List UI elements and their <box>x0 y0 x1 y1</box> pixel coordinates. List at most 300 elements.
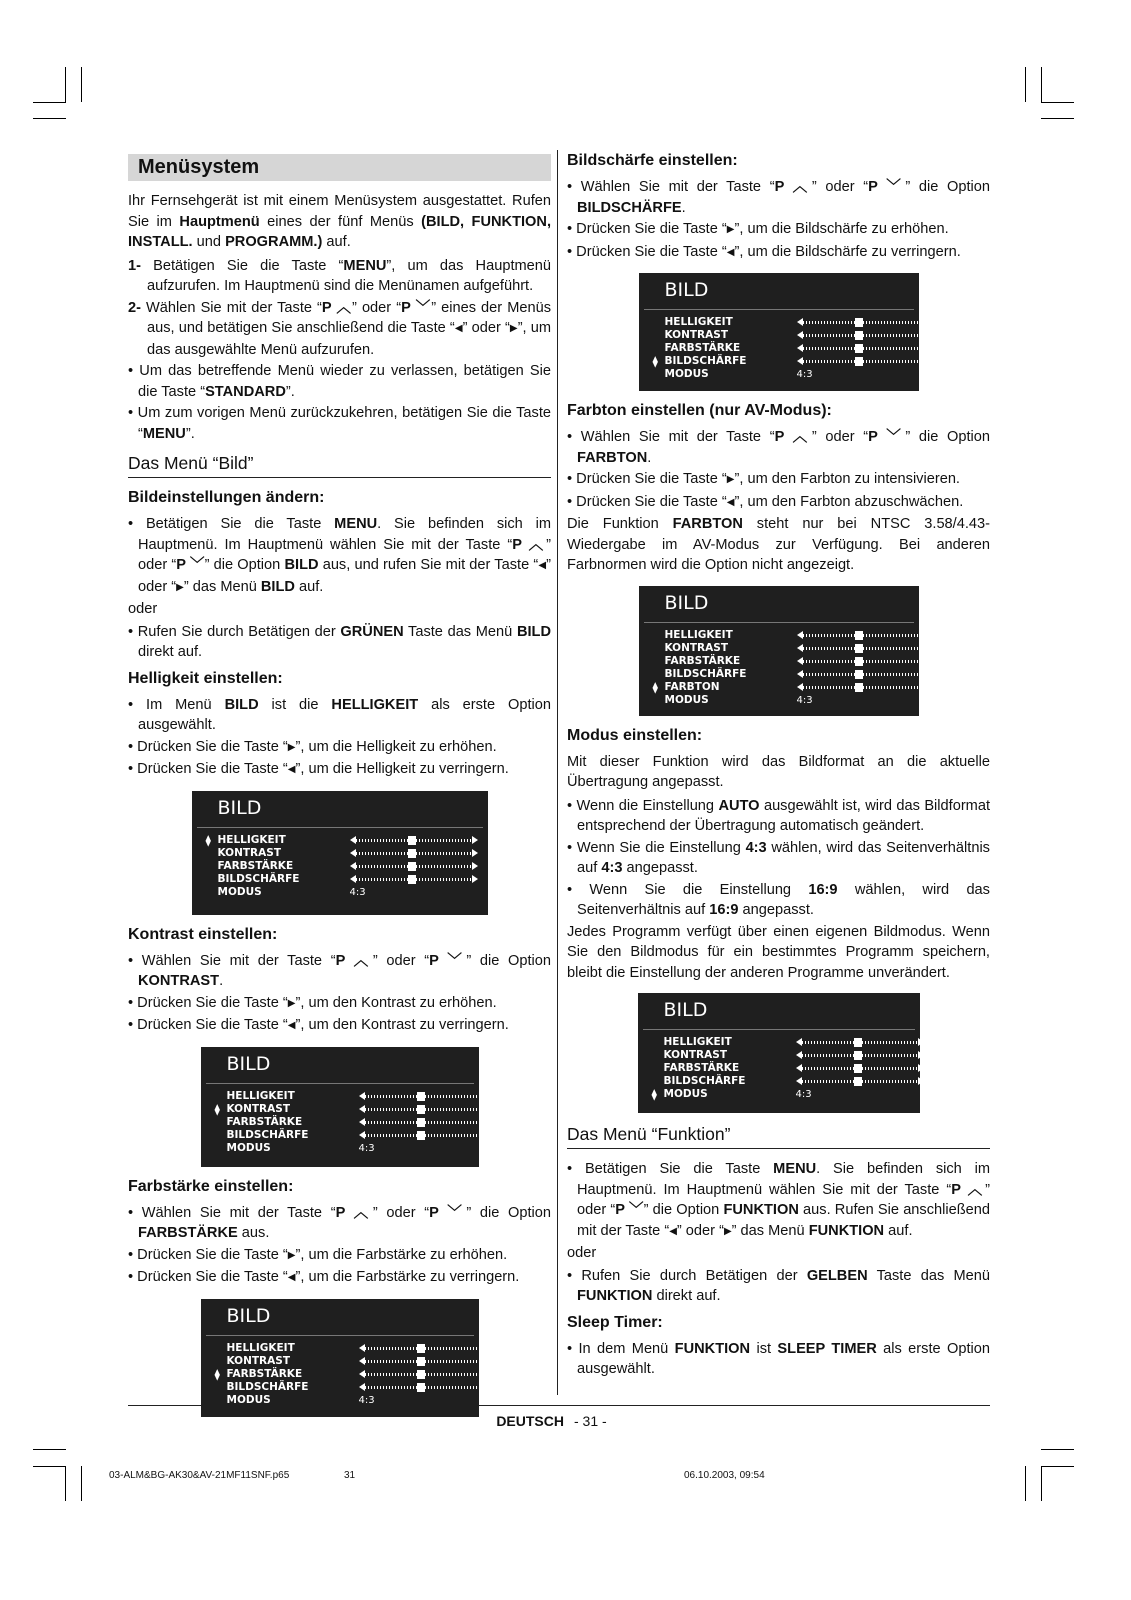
osd-slider <box>359 1120 487 1125</box>
text-run: ” oder “ <box>352 299 402 316</box>
text-run: direkt auf. <box>138 644 203 660</box>
subheading-sleep-timer: Sleep Timer: <box>567 1313 663 1331</box>
osd-item-label: MODUS <box>226 1141 271 1154</box>
osd-slider <box>350 877 478 882</box>
osd-menu-modus <box>638 993 920 1113</box>
text-run: Taste das Menü <box>867 1267 990 1284</box>
osd-row <box>192 834 488 847</box>
slider-knob <box>855 657 863 666</box>
text-run: ” oder “ <box>676 1222 724 1239</box>
bold-term: P ︿ <box>774 179 812 195</box>
text-run: • Drücken Sie die Taste “ <box>128 1017 288 1033</box>
bold-term: 1- <box>128 257 141 274</box>
arrow-key-icon: ◀ <box>669 1225 677 1237</box>
bold-term: P ﹀ <box>429 1204 467 1221</box>
bullet-bildeinst-2 <box>128 622 551 663</box>
bullet-bildeinst-1 <box>128 514 551 598</box>
osd-rows <box>201 1084 479 1155</box>
text-run: • Rufen Sie durch Betätigen der <box>128 623 341 640</box>
slider-right-arrow-icon <box>918 1077 924 1085</box>
crop-mark <box>1041 1466 1074 1467</box>
slider-right-arrow-icon <box>472 849 478 857</box>
slider-knob <box>417 1131 425 1140</box>
bold-term: FARBSTÄRKE <box>138 1225 238 1241</box>
slider-right-arrow-icon <box>481 1105 487 1113</box>
text-run: aus. <box>237 1225 270 1241</box>
bullet-kontrast-1 <box>128 951 551 992</box>
bold-term: P ︿ <box>512 536 547 553</box>
osd-row <box>639 629 919 642</box>
arrow-key-icon: ◀ <box>287 764 296 775</box>
osd-title: BILD <box>664 279 709 301</box>
bold-term: MENU <box>343 257 387 274</box>
bold-term: P ︿ <box>321 299 353 316</box>
bullet-schaerfe-2 <box>567 219 990 241</box>
bold-term: P ﹀ <box>615 1202 644 1218</box>
crop-mark <box>1041 1449 1074 1450</box>
osd-row <box>201 1142 479 1155</box>
osd-item-label: HELLIGKEIT <box>664 316 733 328</box>
farbton-note <box>567 514 990 576</box>
osd-slider <box>797 346 925 351</box>
osd-item-label: BILDSCHÄRFE <box>226 1380 309 1393</box>
text-run: • Wählen Sie mit der Taste “ <box>128 952 336 969</box>
slider-right-arrow-icon <box>472 862 478 870</box>
slider-right-arrow-icon <box>918 1051 924 1059</box>
bold-term: 4:3 <box>601 860 623 876</box>
osd-row <box>639 368 919 381</box>
slider-knob <box>854 1077 862 1086</box>
osd-item-label: HELLIGKEIT <box>226 1089 295 1102</box>
section-heading-funktion: Das Menü “Funktion” <box>567 1123 990 1149</box>
slider-right-arrow-icon <box>918 1038 924 1046</box>
bold-term: 16:9 <box>808 881 838 898</box>
arrow-key-icon: ◀ <box>726 496 735 508</box>
slider-knob <box>417 1383 425 1392</box>
slider-right-arrow-icon <box>919 657 925 665</box>
text-run: ”. <box>185 425 195 442</box>
text-run: • Wählen Sie mit der Taste “ <box>567 429 775 445</box>
arrow-key-icon: ▶ <box>176 581 184 593</box>
osd-item-label: FARBSTÄRKE <box>226 1367 303 1380</box>
text-run: Ihr Fernsehgerät ist mit einem Menüsystem ausgestattet. Rufen Sie im <box>128 193 551 230</box>
arrow-key-icon: ◀ <box>287 1272 296 1283</box>
osd-modus-value: 4:3 <box>796 369 813 380</box>
slider-right-arrow-icon <box>481 1344 487 1352</box>
crop-mark <box>1025 1466 1026 1501</box>
text-run: ” das Menü <box>731 1222 809 1239</box>
osd-item-label: KONTRAST <box>664 641 728 654</box>
slider-right-arrow-icon <box>919 683 925 691</box>
osd-item-label: FARBSTÄRKE <box>663 1062 740 1074</box>
text-run: wählen, wird das Seitenverhältnis auf <box>577 839 990 876</box>
text-run: ” die Option <box>204 557 285 573</box>
crop-mark <box>1041 1466 1042 1501</box>
osd-slider <box>350 864 478 869</box>
bullet-hell-2 <box>128 737 551 759</box>
bold-term: P ﹀ <box>868 429 906 445</box>
selection-cursor-icon: ⧫ <box>205 833 211 847</box>
bullet-kontrast-3 <box>128 1015 551 1037</box>
text-run: ” oder “ <box>138 536 551 573</box>
osd-slider <box>796 1040 924 1045</box>
oder-text: oder <box>128 601 158 617</box>
osd-modus-value: 4:3 <box>358 1394 375 1406</box>
text-run: ” oder “ <box>372 952 430 969</box>
text-run: • Drücken Sie die Taste “ <box>128 738 288 755</box>
text-run: • Im Menü <box>128 696 225 713</box>
text-run: direkt auf. <box>652 1288 721 1304</box>
bullet-farbst-2 <box>128 1245 551 1267</box>
crop-mark <box>81 1466 82 1501</box>
text-run: ”, um das Hauptmenü aufzurufen. Im Hauptmenü sind die Menünamen aufgeführt. <box>147 257 551 294</box>
osd-row <box>201 1368 479 1381</box>
text-run: ”, um den Farbton zu intensivieren. <box>734 471 960 487</box>
osd-slider <box>359 1372 487 1377</box>
osd-rows <box>201 1336 479 1407</box>
bold-term: GELBEN <box>806 1267 868 1284</box>
osd-item-label: MODUS <box>663 1088 708 1100</box>
bold-term: P ﹀ <box>429 952 467 969</box>
slider-knob <box>417 1092 425 1101</box>
crop-mark <box>1041 67 1042 102</box>
osd-item-label: FARBSTÄRKE <box>217 859 294 872</box>
text-run: ”, um die Helligkeit zu verringern. <box>295 761 509 777</box>
osd-item-label: HELLIGKEIT <box>217 833 286 846</box>
osd-item-label: MODUS <box>664 693 709 706</box>
slider-right-arrow-icon <box>481 1383 487 1391</box>
oder-text: oder <box>567 1245 597 1261</box>
bold-term: HELLIGKEIT <box>331 696 419 713</box>
text-run: Die Funktion <box>567 516 673 532</box>
osd-title: BILD <box>217 796 262 819</box>
bold-term: BILD <box>516 623 551 640</box>
osd-item-label: KONTRAST <box>226 1102 290 1115</box>
slider-right-arrow-icon <box>919 670 925 678</box>
page-footer <box>0 1411 1103 1432</box>
slider-knob <box>855 683 863 692</box>
text-run: • Um das betreffende Menü wieder zu verlassen, betätigen Sie die Taste “ <box>128 363 551 400</box>
bold-term: AUTO <box>718 797 760 814</box>
bold-term: FARBTON <box>577 449 648 466</box>
osd-slider <box>797 659 925 664</box>
osd-row <box>638 1049 920 1062</box>
bold-term: MENU <box>142 425 186 442</box>
subheading-farbstaerke: Farbstärke einstellen: <box>128 1177 294 1195</box>
osd-slider <box>359 1107 487 1112</box>
slider-right-arrow-icon <box>918 1064 924 1072</box>
osd-item-label: KONTRAST <box>226 1354 290 1367</box>
osd-row <box>201 1342 479 1355</box>
text-run: ” oder “ <box>138 557 552 595</box>
crop-mark <box>1041 118 1074 119</box>
bullet-modus-3 <box>567 880 990 921</box>
text-run: Taste das Menü <box>403 623 517 640</box>
slider-right-arrow-icon <box>919 331 925 339</box>
arrow-key-icon: ▶ <box>726 224 735 235</box>
slider-right-arrow-icon <box>919 631 925 639</box>
slug-filename: 03-ALM&BG-AK30&AV-21MF11SNF.p65 <box>109 1470 290 1481</box>
text-run: ”, um die Bildschärfe zu verringern. <box>734 243 961 260</box>
arrow-key-icon: ◀ <box>726 246 735 258</box>
arrow-key-icon: ▶ <box>287 741 296 753</box>
slider-knob <box>408 875 416 884</box>
slider-right-arrow-icon <box>919 318 925 326</box>
bullet-funktion-2 <box>567 1266 990 1307</box>
osd-slider <box>797 633 925 638</box>
crop-mark <box>81 67 82 102</box>
osd-slider <box>359 1346 487 1351</box>
osd-slider <box>796 1053 924 1058</box>
osd-row <box>639 355 919 368</box>
subheading-bildschaerfe: Bildschärfe einstellen: <box>567 152 738 169</box>
bullet-hell-3 <box>128 759 551 781</box>
slider-right-arrow-icon <box>919 357 925 365</box>
text-run: ”, um den Kontrast zu verringern. <box>295 1017 509 1033</box>
text-run: aus. Rufen Sie anschließend mit der Taste “ <box>577 1202 990 1239</box>
crop-mark <box>33 102 66 103</box>
text-run: ” das Menü <box>183 578 261 595</box>
bold-term: FUNKTION <box>577 1288 653 1304</box>
text-run: . Sie befinden sich im Hauptmenü. Im Hauptmenü wählen Sie mit der Taste “ <box>138 516 552 553</box>
footer-language: DEUTSCH <box>496 1413 564 1429</box>
slider-knob <box>408 862 416 871</box>
osd-item-label: FARBSTÄRKE <box>664 654 741 667</box>
osd-row <box>639 681 919 694</box>
text-run: . <box>219 973 224 989</box>
text-run: ”, um den Kontrast zu erhöhen. <box>295 994 497 1011</box>
footer-page-number: - 31 - <box>573 1413 607 1429</box>
text-run: ” oder “ <box>577 1181 990 1218</box>
text-run: • Betätigen Sie die Taste <box>128 516 335 532</box>
text-run: ”. <box>285 383 295 400</box>
text-run: ” oder “ <box>811 179 869 195</box>
bold-term: 16:9 <box>709 902 739 918</box>
text-run: ” die Option <box>466 1204 551 1221</box>
bullet-farbst-3 <box>128 1267 551 1289</box>
text-run: • Wenn Sie die Einstellung <box>567 881 809 898</box>
crop-mark <box>65 1466 66 1501</box>
bullet-standard <box>128 361 551 402</box>
bold-term: BILD <box>284 557 319 573</box>
osd-title: BILD <box>226 1052 271 1075</box>
osd-menu-helligkeit <box>192 791 488 915</box>
text-run: ist die <box>258 696 332 713</box>
osd-slider <box>797 646 925 651</box>
selection-cursor-icon: ⧫ <box>651 1088 657 1101</box>
left-column <box>128 150 551 1427</box>
slider-right-arrow-icon <box>481 1092 487 1100</box>
subheading-kontrast: Kontrast einstellen: <box>128 925 278 943</box>
slider-right-arrow-icon <box>481 1357 487 1365</box>
slider-knob <box>855 631 863 640</box>
text-run: • Drücken Sie die Taste “ <box>128 1246 288 1263</box>
osd-rows <box>192 828 488 899</box>
osd-row <box>638 1088 920 1101</box>
selection-cursor-icon: ⧫ <box>652 355 658 368</box>
osd-item-label: MODUS <box>217 885 262 898</box>
slider-knob <box>855 670 863 679</box>
osd-row <box>639 655 919 668</box>
bold-term: BILD <box>260 578 295 595</box>
bold-term: P ︿ <box>774 429 812 445</box>
text-run: als erste Option ausgewählt. <box>577 1340 990 1377</box>
slider-right-arrow-icon <box>481 1131 487 1139</box>
osd-menu-farbstaerke <box>201 1299 479 1417</box>
bullet-modus-2 <box>567 838 990 879</box>
slug-page: 31 <box>344 1470 356 1481</box>
text-run: ausgewählt ist, wird das Bildformat entsprechend der Übertragung automatisch geändert. <box>577 797 991 834</box>
slider-knob <box>855 318 863 327</box>
page-title: Menüsystem <box>128 154 551 181</box>
step-1 <box>128 256 551 297</box>
right-column <box>567 150 990 1381</box>
slider-knob <box>854 1038 862 1047</box>
arrow-key-icon: ◀ <box>287 1020 296 1031</box>
bullet-farbton-3 <box>567 492 990 514</box>
osd-slider <box>359 1094 487 1099</box>
modus-intro: Mit dieser Funktion wird das Bildformat an die aktuelle Übertragung angepasst. <box>567 753 990 790</box>
osd-row <box>201 1103 479 1116</box>
text-run: ”, um die Bildschärfe zu erhöhen. <box>734 221 949 237</box>
text-run: ”, um die Farbstärke zu erhöhen. <box>295 1246 508 1263</box>
osd-menu-farbton <box>639 586 919 716</box>
osd-item-label: KONTRAST <box>663 1049 727 1061</box>
osd-row <box>639 668 919 681</box>
bold-term: P ︿ <box>951 1181 986 1198</box>
osd-slider <box>350 838 478 843</box>
text-run: ”, um die Farbstärke zu verringern. <box>295 1269 520 1285</box>
slider-right-arrow-icon <box>919 644 925 652</box>
osd-row <box>638 1075 920 1088</box>
slider-knob <box>855 357 863 366</box>
osd-slider <box>359 1133 487 1138</box>
text-run: auf. <box>884 1222 913 1239</box>
osd-slider <box>359 1359 487 1364</box>
text-run: . Sie befinden sich im Hauptmenü. Im Hauptmenü wählen Sie mit der Taste “ <box>577 1161 991 1198</box>
bullet-funktion-1 <box>567 1159 990 1242</box>
osd-menu-kontrast <box>201 1047 479 1167</box>
text-run: Betätigen Sie die Taste “ <box>140 257 344 274</box>
modus-note: Jedes Programm verfügt über einen eigenen Bildmodus. Wenn Sie den Bildmodus für ein bestimmtes Programm speichern, bleibt die Einstellung der anderen Programme unverändert. <box>567 923 990 981</box>
osd-slider <box>796 1079 924 1084</box>
slider-knob <box>408 849 416 858</box>
osd-slider <box>797 672 925 677</box>
text-run: • Drücken Sie die Taste “ <box>567 243 727 260</box>
osd-item-label: FARBSTÄRKE <box>664 342 741 354</box>
bullet-farbst-1 <box>128 1203 551 1244</box>
text-run: ”, um das ausgewählte Menü aufzurufen. <box>147 320 552 358</box>
osd-slider <box>350 851 478 856</box>
arrow-key-icon: ◀ <box>538 560 547 571</box>
bold-term: 2- <box>128 299 141 316</box>
selection-cursor-icon: ⧫ <box>214 1367 220 1381</box>
bullet-modus-1 <box>567 796 990 837</box>
text-run: ” die Option <box>466 952 551 969</box>
slider-knob <box>855 644 863 653</box>
arrow-key-icon: ◀ <box>454 323 463 334</box>
bold-term: FARBTON <box>672 516 743 532</box>
bold-term: P ︿ <box>335 1204 373 1221</box>
text-run: • Wählen Sie mit der Taste “ <box>567 179 775 195</box>
text-run: steht nur bei NTSC 3.58/4.43-Wiedergabe im AV-Modus zur Verfügung. Bei anderen Farbnormen wird die Option nicht angezeigt. <box>567 516 990 573</box>
text-run: auf. <box>294 578 324 595</box>
text-run: ” die Option <box>905 179 990 195</box>
text-run: • Drücken Sie die Taste “ <box>567 493 727 510</box>
text-run: wählen, wird das Seitenverhältnis auf <box>577 881 990 918</box>
bold-term: P ﹀ <box>401 299 432 316</box>
osd-title: BILD <box>226 1304 271 1327</box>
osd-item-label: BILDSCHÄRFE <box>217 872 300 885</box>
text-run: ” eines der Menüs aus, und betätigen Sie anschließend die Taste “ <box>147 299 552 336</box>
osd-item-label: BILDSCHÄRFE <box>226 1128 309 1141</box>
osd-row <box>201 1381 479 1394</box>
text-run: ” oder “ <box>462 320 510 336</box>
bold-term: KONTRAST <box>138 973 220 989</box>
text-run: • In dem Menü <box>567 1340 675 1357</box>
osd-slider <box>796 1066 924 1071</box>
bold-term: GRÜNEN <box>340 623 404 640</box>
bold-term: BILDSCHÄRFE <box>577 199 682 216</box>
osd-item-label: BILDSCHÄRFE <box>664 667 747 680</box>
osd-item-label: HELLIGKEIT <box>664 628 733 641</box>
bold-term: 4:3 <box>745 839 767 856</box>
bold-term: MENU <box>334 516 378 532</box>
subheading-farbton: Farbton einstellen (nur AV-Modus): <box>567 402 832 419</box>
text-run: • Wählen Sie mit der Taste “ <box>128 1204 336 1221</box>
text-run: • Drücken Sie die Taste “ <box>567 221 727 237</box>
osd-row <box>192 873 488 886</box>
step-2 <box>128 298 551 361</box>
osd-item-label: FARBSTÄRKE <box>226 1115 303 1128</box>
subheading-helligkeit: Helligkeit einstellen: <box>128 669 283 687</box>
osd-row <box>639 329 919 342</box>
text-run: . <box>681 199 686 216</box>
crop-mark <box>65 67 66 102</box>
slider-knob <box>408 836 416 845</box>
bullet-schaerfe-3 <box>567 242 990 264</box>
osd-row <box>639 694 919 707</box>
crop-mark <box>33 1449 66 1450</box>
bullet-farbton-1 <box>567 427 990 468</box>
arrow-key-icon: ▶ <box>726 474 735 485</box>
text-run: • Drücken Sie die Taste “ <box>128 1269 288 1285</box>
bold-term: FUNKTION <box>723 1202 799 1218</box>
bullet-schaerfe-1 <box>567 177 990 218</box>
slider-knob <box>854 1051 862 1060</box>
osd-slider <box>797 359 925 364</box>
osd-slider <box>359 1385 487 1390</box>
osd-item-label: KONTRAST <box>664 329 728 341</box>
bold-term: FUNKTION <box>674 1340 751 1357</box>
text-run: angepasst. <box>738 902 814 918</box>
osd-row <box>192 860 488 873</box>
osd-row <box>201 1116 479 1129</box>
text-run: • Drücken Sie die Taste “ <box>128 994 288 1011</box>
osd-row <box>638 1062 920 1075</box>
bold-term: BILD <box>224 696 259 713</box>
bullet-hell-1 <box>128 695 551 736</box>
bold-term: PROGRAMM.) <box>225 234 323 250</box>
intro-paragraph <box>128 191 551 253</box>
arrow-key-icon: ▶ <box>723 1225 732 1237</box>
arrow-key-icon: ▶ <box>287 1249 296 1261</box>
text-run: auf. <box>322 234 351 250</box>
osd-slider <box>797 685 925 690</box>
osd-item-label: MODUS <box>226 1393 271 1406</box>
osd-rows <box>638 1030 920 1101</box>
text-run: Wählen Sie mit der Taste “ <box>140 299 322 316</box>
